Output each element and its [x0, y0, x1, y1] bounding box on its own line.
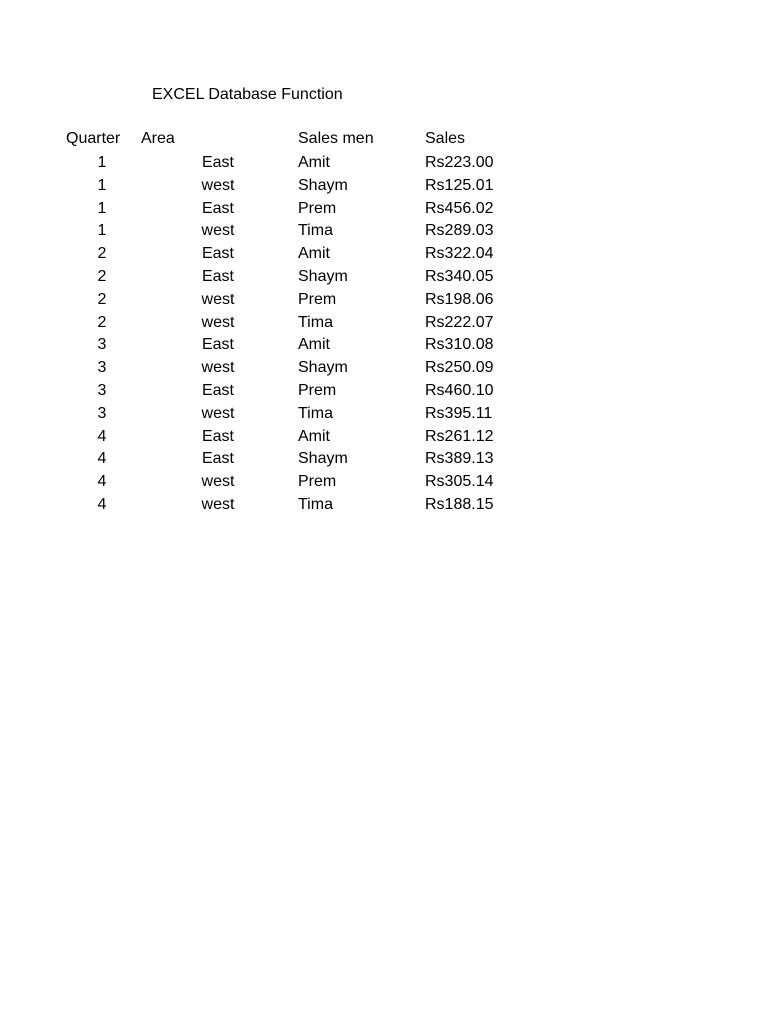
cell-area: west [201, 313, 235, 331]
cell-salesman: Amit [298, 427, 330, 445]
cell-quarter: 2 [97, 267, 107, 285]
cell-area: west [201, 473, 235, 491]
table-row [0, 473, 768, 496]
cell-salesman: Prem [298, 473, 337, 491]
cell-quarter: 3 [97, 381, 107, 399]
cell-salesman: Shaym [298, 267, 348, 285]
table-row [0, 336, 768, 359]
table-row [0, 268, 768, 291]
cell-quarter: 1 [97, 154, 107, 171]
cell-sales: Rs261.12 [425, 427, 494, 445]
cell-sales: Rs223.00 [425, 154, 494, 171]
cell-quarter: 4 [97, 450, 107, 468]
cell-salesman: Prem [298, 290, 337, 308]
cell-quarter: 4 [97, 495, 107, 513]
cell-sales: Rs322.04 [425, 245, 494, 263]
cell-salesman: Shaym [298, 450, 348, 468]
cell-area: west [201, 176, 235, 194]
table-row [0, 222, 768, 245]
cell-area: East [201, 245, 234, 263]
cell-sales: Rs289.03 [425, 222, 494, 240]
cell-quarter: 3 [97, 404, 107, 422]
header-area: Area [141, 130, 175, 147]
cell-quarter: 2 [97, 290, 107, 308]
cell-sales: Rs389.13 [425, 450, 494, 468]
cell-sales: Rs250.09 [425, 359, 494, 377]
cell-salesman: Tima [298, 495, 333, 513]
cell-salesman: Tima [298, 313, 333, 331]
cell-sales: Rs198.06 [425, 290, 494, 308]
cell-sales: Rs456.02 [425, 199, 494, 217]
table-row [0, 382, 768, 405]
table-header-row [0, 130, 768, 148]
cell-quarter: 3 [97, 359, 107, 377]
cell-area: East [201, 336, 234, 354]
page-title: EXCEL Database Function [152, 86, 343, 103]
cell-sales: Rs222.07 [425, 313, 494, 331]
cell-area: East [201, 154, 234, 171]
cell-quarter: 3 [97, 336, 107, 354]
table-row [0, 291, 768, 314]
cell-quarter: 1 [97, 199, 107, 217]
cell-salesman: Tima [298, 222, 333, 240]
cell-sales: Rs125.01 [425, 176, 494, 194]
cell-area: East [201, 427, 234, 445]
cell-area: East [201, 267, 234, 285]
cell-area: East [201, 381, 234, 399]
cell-sales: Rs460.10 [425, 381, 494, 399]
table-row [0, 154, 768, 177]
cell-salesman: Shaym [298, 359, 348, 377]
table-row [0, 359, 768, 382]
table-body [0, 154, 768, 519]
cell-salesman: Shaym [298, 176, 348, 194]
cell-area: west [201, 222, 235, 240]
cell-salesman: Tima [298, 404, 333, 422]
table-row [0, 496, 768, 519]
cell-sales: Rs305.14 [425, 473, 494, 491]
cell-quarter: 1 [97, 222, 107, 240]
table-row [0, 428, 768, 451]
cell-sales: Rs340.05 [425, 267, 494, 285]
table-row [0, 177, 768, 200]
cell-quarter: 2 [97, 245, 107, 263]
cell-salesman: Prem [298, 199, 337, 217]
cell-sales: Rs310.08 [425, 336, 494, 354]
cell-area: East [201, 199, 234, 217]
cell-quarter: 4 [97, 473, 107, 491]
table-row [0, 200, 768, 223]
table-row [0, 450, 768, 473]
table-row [0, 405, 768, 428]
cell-area: west [201, 359, 235, 377]
cell-area: west [201, 495, 235, 513]
header-sales: Sales [425, 130, 466, 147]
cell-sales: Rs395.11 [425, 404, 493, 422]
header-sales-men: Sales men [298, 130, 374, 147]
table-row [0, 245, 768, 268]
header-quarter: Quarter [66, 130, 121, 147]
cell-salesman: Amit [298, 336, 330, 354]
cell-sales: Rs188.15 [425, 495, 494, 513]
cell-salesman: Prem [298, 381, 337, 399]
table-row [0, 314, 768, 337]
cell-salesman: Amit [298, 154, 330, 171]
cell-quarter: 4 [97, 427, 107, 445]
cell-quarter: 2 [97, 313, 107, 331]
cell-area: East [201, 450, 234, 468]
cell-area: west [201, 290, 235, 308]
cell-area: west [201, 404, 235, 422]
cell-salesman: Amit [298, 245, 330, 263]
cell-quarter: 1 [97, 176, 107, 194]
